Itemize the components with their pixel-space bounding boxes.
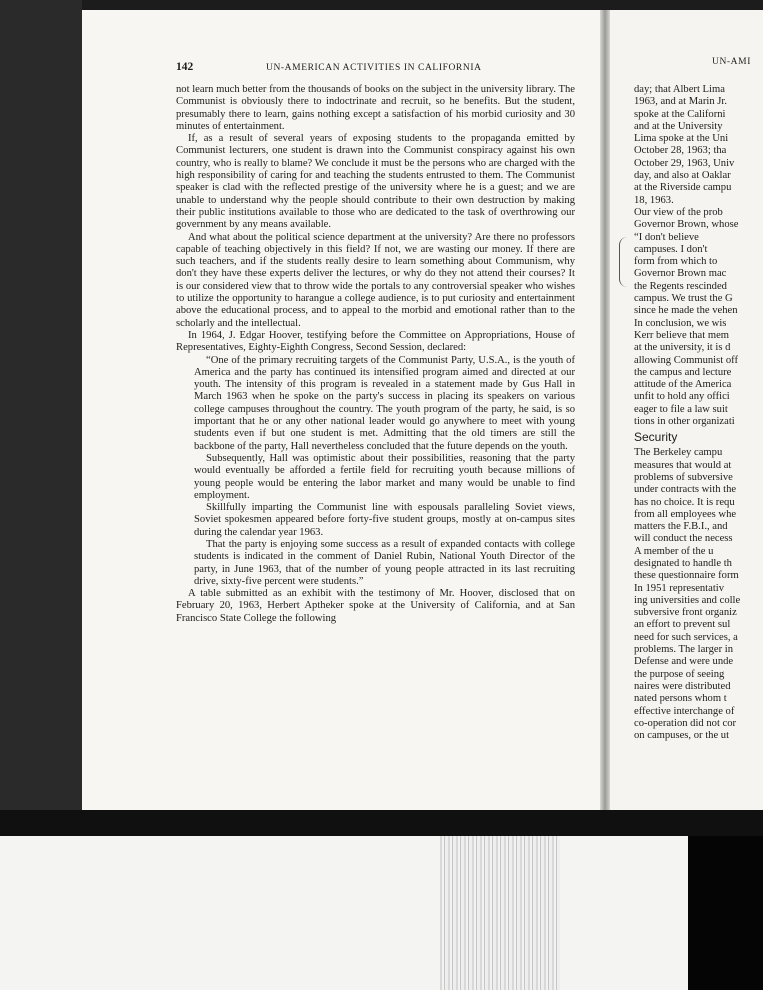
right-text-line: matters the F.B.I., and (634, 521, 728, 533)
right-text-line: will conduct the necess (634, 533, 733, 545)
scanner-bed (0, 836, 763, 990)
right-text-line: at the university, it is d (634, 342, 731, 354)
right-text-line: spoke at the Californi (634, 108, 726, 120)
right-text-line: “I don't believe (634, 231, 699, 243)
right-text-line: tions in other organizati (634, 416, 735, 428)
right-text-line: problems. The larger in (634, 644, 734, 656)
scanner-artifact (440, 836, 560, 990)
right-text-line: Kerr believe that mem (634, 329, 730, 341)
right-text-line: Lima spoke at the Uni (634, 133, 729, 145)
right-text-line: October 28, 1963; tha (634, 145, 727, 157)
paragraph: In 1964, J. Edgar Hoover, testifying before the Committee on Appropriations, House of Representatives, Eighty-Eighth Congress, Second Session, declared: (176, 329, 575, 354)
right-text-line: need for such services, a (634, 631, 738, 643)
right-text-line: these questionnaire form (634, 570, 739, 582)
right-text-line: the campus and lecture (634, 366, 732, 378)
right-text-line: allowing Communist off (634, 354, 738, 366)
right-text-line: naires were distributed (634, 680, 731, 692)
section-heading: Security (634, 430, 678, 445)
paragraph: If, as a result of several years of exposing students to the propaganda emitted by Communist lecturers, one student is drawn into the Communist conspiracy against his own country, who is really to blame? We conclude it must be the persons who are charged with the high responsibility of caring for and teaching the students entrusted to them. The Communist speaker is clad with the reflected prestige of the university where he is a guest; and we are unable to understand why the people should contribute to their own destruction by making their public institutions available to those who are dedicated to the task of overthrowing our government by any means available. (176, 133, 575, 231)
right-text-line: an effort to prevent sul (634, 619, 731, 631)
right-text-line: Governor Brown, whose (634, 219, 739, 231)
right-text-line: since he made the vehen (634, 305, 738, 317)
quote-paragraph: Subsequently, Hall was optimistic about their possibilities, reasoning that the party would eventually be afforded a fertile field for recruiting youth because millions of young people would be entering the labor market and many would be unable to find employment. (194, 452, 575, 501)
right-text-line: and at the University (634, 120, 723, 132)
quote-paragraph: “One of the primary recruiting targets of the Communist Party, U.S.A., is the youth of America and the party has continued its intensified program aimed and directed at our youth. The intensity of this program is revealed in a statement made by Gus Hall in March 1963 when he spoke on the party's success in placing its speakers on various college campuses throughout the country. The youth program of the party, he said, is so important that he or any other national leader would go anywhere to meet with young students even if but one student is met. Admitting that the old timers are still the backbone of the party, Hall nevertheless concluded that the future depends on the youth. (194, 354, 575, 452)
scan-bottom-right-shadow (688, 836, 763, 990)
right-text-line: has no choice. It is requ (634, 496, 735, 508)
right-text-line: designated to handle th (634, 557, 732, 569)
right-text-line: Our view of the prob (634, 206, 723, 218)
right-text-line: form from which to (634, 256, 718, 268)
right-text-line: Governor Brown mac (634, 268, 727, 280)
right-text-line: October 29, 1963, Univ (634, 157, 735, 169)
right-text-line: at the Riverside campu (634, 182, 732, 194)
paragraph: And what about the political science department at the university? Are there no professors capable of teaching objectively in this field? If not, we are wasting our money. If there are such teachers, and if the students really desire to learn something about Communism, why don't they have these experts deliver the lectures, or why do they not attend their courses? It is our considered view that to throw wide the portals to any controversial speaker who wishes to utilize the opportunity to harangue a college audience, is to put curiosity and entertainment above the educational process, and to appeal to the morbid and emotional rather than to the scholarly and the intellectual. (176, 231, 575, 329)
right-text-line: 1963, and at Marin Jr. (634, 96, 727, 108)
quote-paragraph: That the party is enjoying some success as a result of expanded contacts with college students is indicated in the comment of Daniel Rubin, National Youth Director of the party, in June 1963, that of the number of young people attracted in its last recruiting drive, sixty-five percent were students.” (194, 538, 575, 587)
right-text-line: under contracts with the (634, 484, 737, 496)
right-text-line: A member of the u (634, 545, 714, 557)
right-body-text (634, 84, 763, 742)
right-text-line: ing universities and colle (634, 594, 741, 606)
paragraph: not learn much better from the thousands of books on the subject in the university library. The Communist is obviously there to indoctrinate and recruit, so he benefits. But the student, presumably there to learn, gains nothing except a satisfaction of his morbid curiosity and 30 minutes of entertainment. (176, 84, 575, 132)
right-text-line: campuses. I don't (634, 243, 708, 255)
right-text-line: the purpose of seeing (634, 668, 725, 680)
right-text-line: problems of subversive (634, 471, 733, 483)
book-gutter (600, 10, 610, 810)
paragraph: A table submitted as an exhibit with the testimony of Mr. Hoover, disclosed that on February 20, 1963, Herbert Aptheker spoke at the University of California, and at San Francisco State College the following (176, 588, 575, 624)
right-text-line: The Berkeley campu (634, 447, 723, 459)
right-text-line: day; that Albert Lima (634, 84, 725, 95)
right-text-line: subversive front organiz (634, 607, 737, 619)
page-number: 142 (176, 61, 194, 73)
right-text-line: nated persons whom t (634, 693, 727, 705)
right-text-line: effective interchange of (634, 705, 735, 717)
right-text-line: on campuses, or the ut (634, 730, 730, 742)
right-text-line: from all employees whe (634, 508, 737, 520)
quote-paragraph: Skillfully imparting the Communist line with espousals paralleling Soviet views, Soviet spokesmen appeared before forty-five student groups, mostly at on-campus sites during the calendar year 1963. (194, 502, 575, 538)
right-text-line: day, and also at Oaklar (634, 170, 731, 182)
running-head: UN-AMERICAN ACTIVITIES IN CALIFORNIA (266, 63, 482, 73)
right-text-line: the Regents rescinded (634, 280, 727, 292)
right-text-line: attitude of the America (634, 379, 732, 391)
right-text-line: co-operation did not cor (634, 717, 737, 729)
right-text-line: Defense and were unde (634, 656, 734, 668)
right-text-line: eager to file a law suit (634, 403, 728, 415)
right-text-line: In conclusion, we wis (634, 317, 727, 329)
right-running-head: UN-AMI (712, 57, 751, 67)
scan-left-edge (0, 0, 82, 812)
right-text-line: unfit to hold any offici (634, 391, 730, 403)
right-text-line: campus. We trust the G (634, 293, 733, 305)
margin-bracket (619, 237, 630, 287)
right-text-line: In 1951 representativ (634, 582, 725, 594)
right-text-line: measures that would at (634, 459, 732, 471)
right-text-line: 18, 1963. (634, 194, 674, 206)
left-body-text (176, 84, 575, 625)
